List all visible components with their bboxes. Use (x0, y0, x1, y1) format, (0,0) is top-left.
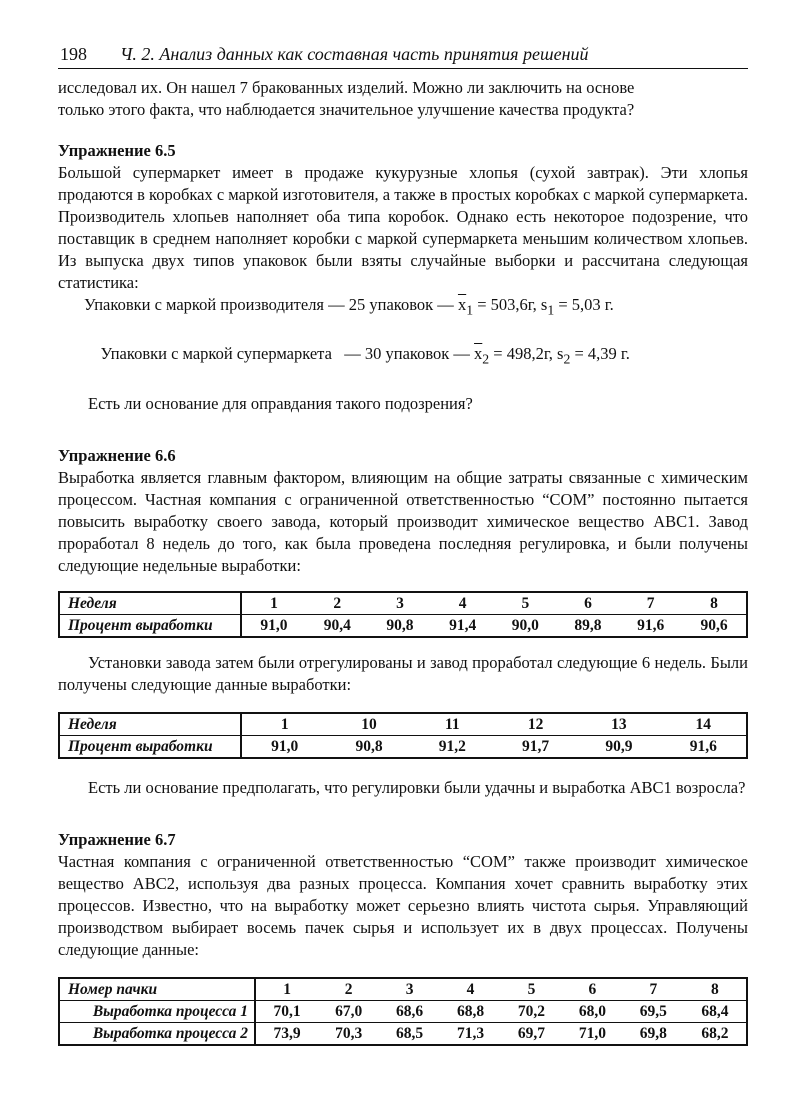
process-1-cell: 67,0 (318, 1000, 379, 1022)
process-2-cell: 71,3 (440, 1022, 501, 1045)
table-row (59, 735, 747, 758)
table-row (59, 592, 747, 615)
exercise-6-7-body: Частная компания с ограниченной ответственностью “COM” также производит химическое вещество ABC2, используя два разных процесса. Компания хочет сравнить выработку этих процессов. Известно, что на выработку может серьезно влиять чистота сырья. Управляющий производством выбирает восемь пачек сырья и использует их в двух процессах. Получены следующие данные: (58, 851, 748, 959)
process-1-cell: 68,4 (684, 1000, 747, 1022)
yield-cell: 91,2 (411, 735, 494, 758)
table-row (59, 1022, 747, 1045)
yield-cell: 91,4 (431, 614, 494, 637)
week-cell: 10 (361, 715, 377, 733)
row-label-batch: Номер пачки (59, 978, 255, 1001)
exercise-6-6-question: Есть ли основание предполагать, что регулировки были удачны и выработка ABC1 возросла? (88, 777, 746, 797)
process-1-cell: 70,1 (255, 1000, 318, 1022)
sd-subscript: 1 (547, 302, 555, 318)
yield-cell: 90,4 (306, 614, 369, 637)
yield-cell: 91,7 (494, 735, 577, 758)
week-cell: 7 (646, 594, 655, 612)
page-number: 198 (60, 44, 87, 64)
week-cell: 5 (521, 594, 530, 612)
process-2-cell: 69,8 (623, 1022, 684, 1045)
row-label-week: Неделя (59, 592, 241, 615)
process-2-cell: 73,9 (255, 1022, 318, 1045)
mean-symbol: $\overline{x}$ (457, 295, 467, 314)
intro-line-2: только этого факта, что наблюдается значительное улучшение качества продукта? (58, 100, 635, 119)
yield-cell: 89,8 (557, 614, 620, 637)
stat-line-1-sd: = 5,03 г. (554, 295, 614, 314)
yield-cell: 90,8 (327, 735, 410, 758)
exercise-6-5-body: Большой супермаркет имеет в продаже кукурузные хлопья (сухой завтрак). Эти хлопья продаются в коробках с маркой изготовителя, а также в простых коробках с маркой супермаркета. Производитель хлопьев наполняет оба типа коробок. Однако есть некоторое подозрение, что поставщик в среднем наполняет коробки с маркой супермаркета меньшим количеством хлопьев. Из выпуска двух типов упаковок были взяты случайные выборки и рассчитана следующая статистика: (58, 163, 748, 292)
yield-cell: 91,0 (241, 735, 327, 758)
table-row (59, 713, 747, 736)
yield-table-after (58, 712, 748, 759)
table-row (59, 978, 747, 1001)
batch-cell: 2 (344, 980, 353, 998)
process-1-cell: 69,5 (623, 1000, 684, 1022)
process-2-cell: 68,2 (684, 1022, 747, 1045)
process-yield-table (58, 977, 748, 1046)
mean-subscript: 1 (466, 302, 474, 318)
row-label-yield: Процент выработки (59, 614, 241, 637)
batch-cell: 8 (711, 980, 719, 998)
intro-line-1: исследовал их. Он нашел 7 бракованных изделий. Можно ли заключить на основе (58, 78, 635, 97)
exercise-6-6-body: Выработка является главным фактором, влияющим на общие затраты связанные с химическим процессом. Частная компания с ограниченной ответственностью “COM” постоянно пытается повысить выработку своего завода, который производит химическое вещество ABC1. Завод проработал 8 недель до того, как была проведена последняя регулировка, и были получены следующие недельные выработки: (58, 467, 748, 575)
batch-cell: 3 (405, 980, 414, 998)
week-cell: 6 (584, 594, 592, 612)
yield-cell: 90,8 (369, 614, 432, 637)
stat-line-2-mean: = 498,2г, s (489, 344, 564, 364)
process-1-cell: 70,2 (501, 1000, 562, 1022)
process-1-cell: 68,0 (562, 1000, 623, 1022)
exercise-6-5-title: Упражнение 6.5 (58, 141, 176, 160)
process-1-cell: 68,8 (440, 1000, 501, 1022)
exercise-6-6-between: Установки завода затем были отрегулированы и завод проработал следующие 6 недель. Были получены следующие данные выработки: (58, 652, 748, 694)
process-1-cell: 68,6 (379, 1000, 440, 1022)
exercise-6-7-title: Упражнение 6.7 (58, 829, 176, 849)
running-title: Ч. 2. Анализ данных как составная часть принятия решений (120, 44, 589, 64)
page-header (58, 38, 748, 69)
week-cell: 3 (396, 594, 404, 612)
week-cell: 11 (444, 715, 460, 733)
sd-subscript: 2 (563, 351, 571, 367)
batch-cell: 5 (527, 980, 536, 998)
week-cell: 1 (280, 715, 289, 733)
stat-line-1-lead: Упаковки с маркой производителя — 25 упаковок — (84, 295, 458, 314)
stat-line-supermarket (58, 321, 748, 392)
yield-cell: 91,6 (661, 735, 747, 758)
stat-line-2-lead: Упаковки с маркой супермаркета — 30 упаковок — (100, 344, 475, 364)
week-cell: 1 (270, 594, 278, 612)
yield-table-before (58, 591, 748, 638)
batch-cell: 1 (283, 980, 291, 998)
table-row (59, 1000, 747, 1022)
table-row (59, 614, 747, 637)
batch-cell: 7 (649, 980, 658, 998)
yield-cell: 90,0 (494, 614, 557, 637)
week-cell: 2 (333, 594, 342, 612)
process-2-cell: 68,5 (379, 1022, 440, 1045)
row-label-week: Неделя (59, 713, 241, 736)
week-cell: 8 (710, 594, 718, 612)
week-cell: 13 (611, 715, 627, 733)
mean-subscript: 2 (482, 351, 490, 367)
exercise-6-6-title: Упражнение 6.6 (58, 445, 176, 465)
week-cell: 4 (458, 594, 467, 612)
stat-line-manufacturer (58, 294, 748, 321)
row-label-process-1: Выработка процесса 1 (59, 1000, 255, 1022)
yield-cell: 91,0 (241, 614, 306, 637)
stat-line-1-mean: = 503,6г, s (473, 295, 548, 314)
process-2-cell: 71,0 (562, 1022, 623, 1045)
yield-cell: 90,9 (577, 735, 660, 758)
row-label-yield: Процент выработки (59, 735, 241, 758)
week-cell: 14 (695, 715, 712, 733)
process-2-cell: 69,7 (501, 1022, 562, 1045)
row-label-process-2: Выработка процесса 2 (59, 1022, 255, 1045)
book-page (58, 38, 748, 1046)
batch-cell: 4 (466, 980, 475, 998)
mean-symbol: $\overline{x}$ (474, 344, 483, 364)
stat-line-2-sd: = 4,39 г. (570, 344, 630, 364)
yield-cell: 90,6 (682, 614, 747, 637)
yield-cell: 91,6 (619, 614, 682, 637)
batch-cell: 6 (588, 980, 597, 998)
process-2-cell: 70,3 (318, 1022, 379, 1045)
exercise-6-5-question: Есть ли основание для оправдания такого подозрения? (88, 393, 473, 413)
week-cell: 12 (527, 715, 544, 733)
